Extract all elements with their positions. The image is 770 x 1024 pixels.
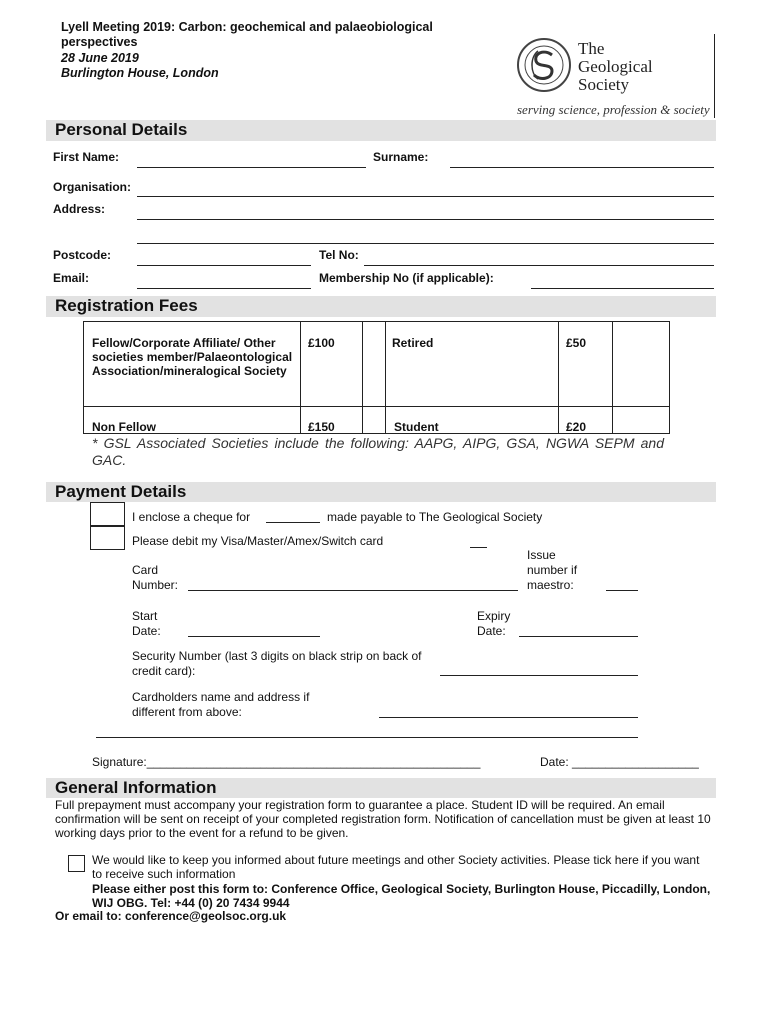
cheque-amount-field[interactable] xyxy=(266,522,320,523)
fees-row2-checkbox-2[interactable] xyxy=(612,407,670,434)
society-seal-icon xyxy=(516,37,572,93)
expiry-date-field[interactable] xyxy=(519,636,638,637)
logo-wordmark xyxy=(578,40,653,94)
security-number-field[interactable] xyxy=(440,675,638,676)
security-number-label: Security Number (last 3 digits on black strip on back of credit card): xyxy=(132,649,422,678)
surname-field[interactable] xyxy=(450,167,714,168)
fee-fellow-label: Fellow/Corporate Affiliate/ Other societies member/Palaeontological Association/mineralogical Society xyxy=(92,336,293,378)
first-name-field[interactable] xyxy=(137,167,366,168)
fees-row1-checkbox-2[interactable] xyxy=(612,321,670,407)
issue-number-label: Issue number if maestro: xyxy=(527,548,578,592)
opt-in-checkbox[interactable] xyxy=(68,855,85,872)
cardholder-field-line1[interactable] xyxy=(379,717,638,718)
event-venue: Burlington House, London xyxy=(61,66,219,80)
logo-tagline: serving science, profession & society xyxy=(517,102,710,117)
card-number-field[interactable] xyxy=(188,590,518,591)
card-number-label: Card Number: xyxy=(132,563,179,592)
address-label: Address: xyxy=(53,202,106,216)
first-name-label: First Name: xyxy=(53,150,120,164)
date-field[interactable]: Date: ___________________ xyxy=(540,755,699,769)
fee-retired-price: £50 xyxy=(566,336,587,350)
membership-field[interactable] xyxy=(531,288,714,289)
email-label: Email: xyxy=(53,271,90,285)
debit-mark-field[interactable] xyxy=(470,547,487,548)
fee-student-label: Student xyxy=(394,420,439,434)
opt-in-text: We would like to keep you informed about future meetings and other Society activities. Please tick here if you want to receive such information xyxy=(92,853,700,881)
card-checkbox[interactable] xyxy=(90,526,125,550)
signature-field[interactable]: Signature:__________________________________________________ xyxy=(92,755,481,769)
event-title-line1: Lyell Meeting 2019: Carbon: geochemical and palaeobiological xyxy=(61,20,433,34)
postcode-field[interactable] xyxy=(137,265,311,266)
logo-line2: Geological xyxy=(578,57,653,76)
cardholder-label: Cardholders name and address if different from above: xyxy=(132,690,310,719)
fee-student-price: £20 xyxy=(566,420,587,434)
tel-field[interactable] xyxy=(364,265,714,266)
event-title-line2: perspectives xyxy=(61,35,138,49)
fees-note: * GSL Associated Societies include the following: AAPG, AIPG, GSA, NGWA SEPM and GAC. xyxy=(92,435,664,468)
membership-label: Membership No (if applicable): xyxy=(319,271,494,285)
address-field-line2[interactable] xyxy=(137,243,714,244)
organisation-field[interactable] xyxy=(137,196,714,197)
fees-row2-checkbox[interactable] xyxy=(362,407,386,434)
post-instructions: Please either post this form to: Conference Office, Geological Society, Burlington House, Piccadilly, London, WIJ OBG. Tel: +44 (0) 20 7434 9944 xyxy=(92,882,711,910)
email-field[interactable] xyxy=(137,288,311,289)
fee-nonfellow-price: £150 xyxy=(308,420,335,434)
cheque-text-a: I enclose a cheque for xyxy=(132,510,251,524)
fees-col-divider xyxy=(558,321,559,434)
tel-label: Tel No: xyxy=(319,248,359,262)
logo-line1: The xyxy=(578,39,605,58)
payment-details-heading: Payment Details xyxy=(46,482,716,502)
address-field-line1[interactable] xyxy=(137,219,714,220)
issue-number-field[interactable] xyxy=(606,590,638,591)
event-title xyxy=(61,20,461,50)
cardholder-field-line2[interactable] xyxy=(96,737,638,738)
fee-retired-label: Retired xyxy=(392,336,434,350)
start-date-field[interactable] xyxy=(188,636,320,637)
fee-fellow-price: £100 xyxy=(308,336,335,350)
personal-details-heading: Personal Details xyxy=(46,120,716,141)
event-date: 28 June 2019 xyxy=(61,51,139,65)
postcode-label: Postcode: xyxy=(53,248,112,262)
logo-line3: Society xyxy=(578,75,629,94)
fee-nonfellow-label: Non Fellow xyxy=(92,420,156,434)
fees-row1-checkbox[interactable] xyxy=(362,321,386,407)
surname-label: Surname: xyxy=(373,150,429,164)
start-date-label: Start Date: xyxy=(132,609,161,638)
debit-text: Please debit my Visa/Master/Amex/Switch card xyxy=(132,534,384,548)
expiry-date-label: Expiry Date: xyxy=(477,609,511,638)
general-info-heading: General Information xyxy=(46,778,716,798)
email-instructions: Or email to: conference@geolsoc.org.uk xyxy=(55,909,287,923)
general-info-paragraph: Full prepayment must accompany your registration form to guarantee a place. Student ID will be required. An email confirmation will be sent on receipt of your completed registration form. Notification of cancellation must be given at least 10 working days prior to the event for a refund to be given. xyxy=(55,798,711,840)
registration-fees-heading: Registration Fees xyxy=(46,296,716,317)
organisation-label: Organisation: xyxy=(53,180,132,194)
cheque-text-b: made payable to The Geological Society xyxy=(327,510,543,524)
fees-col-divider xyxy=(300,321,301,434)
cheque-checkbox[interactable] xyxy=(90,502,125,526)
logo-divider xyxy=(714,34,715,118)
